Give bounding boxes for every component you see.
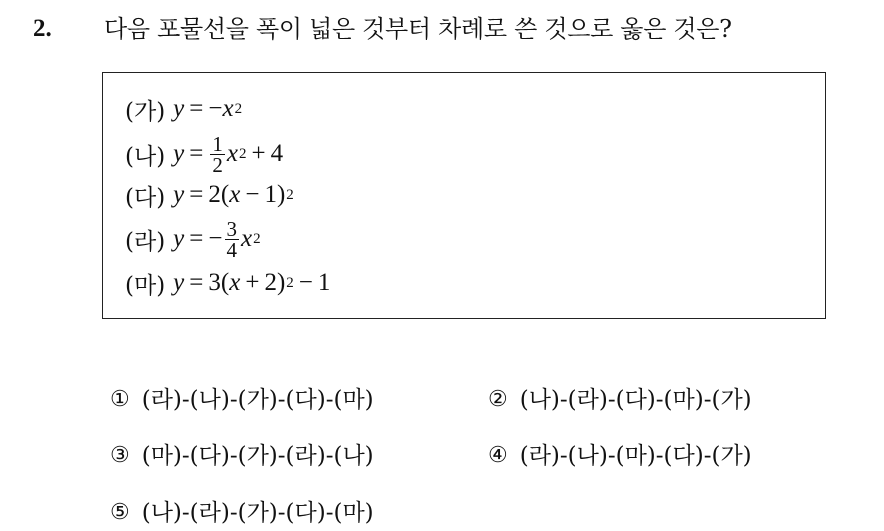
equation-label: (마): [125, 272, 166, 299]
choice-1[interactable]: [110, 384, 374, 416]
exponent: 2: [253, 230, 261, 247]
choice-2[interactable]: [488, 384, 752, 416]
inner-constant: 1: [264, 181, 277, 208]
var-y: y: [173, 140, 185, 167]
fraction: [225, 216, 240, 262]
choice-number-mark: ④: [488, 443, 508, 468]
constant: 4: [270, 140, 284, 167]
open-paren: (: [220, 269, 230, 296]
var-x: x: [222, 95, 234, 122]
var-x: x: [229, 181, 241, 208]
equation-na: [125, 131, 284, 177]
choice-4[interactable]: [488, 440, 752, 472]
constant: 1: [317, 269, 331, 296]
close-paren: ): [276, 181, 286, 208]
fraction: [210, 131, 225, 177]
minus-sign: −: [208, 225, 223, 252]
choice-5[interactable]: [110, 497, 374, 529]
var-y: y: [173, 269, 185, 296]
fraction-numerator: 1: [212, 131, 223, 156]
choice-text: (나)-(라)-(다)-(마)-(가): [519, 387, 752, 413]
exponent: 2: [286, 186, 294, 203]
choice-number-mark: ②: [488, 387, 508, 412]
minus-sign: −: [245, 181, 260, 208]
choice-text: (마)-(다)-(가)-(라)-(나): [141, 443, 374, 469]
equals-sign: =: [189, 140, 204, 167]
equals-sign: =: [189, 269, 204, 296]
minus-sign: −: [208, 95, 223, 122]
fraction-numerator: 3: [226, 216, 237, 241]
close-paren: ): [276, 269, 286, 296]
choice-text: (라)-(나)-(마)-(다)-(가): [519, 443, 752, 469]
var-x: x: [229, 269, 241, 296]
choice-text: (라)-(나)-(가)-(다)-(마): [141, 387, 374, 413]
equation-label: (나): [125, 143, 166, 170]
choice-3[interactable]: [110, 440, 374, 472]
exponent: 2: [239, 145, 247, 162]
equation-da: [125, 175, 294, 215]
question-number: 2.: [33, 15, 52, 42]
choice-text: (나)-(라)-(가)-(다)-(마): [141, 500, 374, 526]
equation-ga: [125, 89, 242, 129]
equation-ma: [125, 263, 330, 303]
exponent: 2: [234, 100, 243, 117]
choice-number-mark: ③: [110, 443, 130, 468]
plus-sign: +: [245, 269, 260, 296]
equation-box: [102, 72, 826, 319]
equation-label: (라): [125, 228, 166, 255]
coefficient: 3: [208, 269, 221, 296]
plus-sign: +: [251, 140, 266, 167]
inner-constant: 2: [264, 269, 277, 296]
choice-number-mark: ①: [110, 387, 130, 412]
equation-label: (다): [125, 184, 166, 211]
var-y: y: [173, 181, 185, 208]
coefficient: 2: [208, 181, 221, 208]
var-x: x: [226, 140, 238, 167]
equation-label: (가): [125, 98, 166, 125]
choice-number-mark: ⑤: [110, 500, 130, 525]
equals-sign: =: [189, 181, 204, 208]
equals-sign: =: [189, 95, 204, 122]
minus-sign: −: [298, 269, 313, 296]
var-x: x: [241, 225, 253, 252]
var-y: y: [173, 225, 185, 252]
equation-ra: [125, 216, 261, 262]
equals-sign: =: [189, 225, 204, 252]
fraction-denominator: 4: [226, 237, 237, 262]
var-y: y: [173, 95, 185, 122]
question-text: 다음 포물선을 폭이 넓은 것부터 차례로 쓴 것으로 옳은 것은?: [104, 15, 732, 43]
fraction-denominator: 2: [212, 152, 223, 177]
open-paren: (: [220, 181, 230, 208]
exponent: 2: [286, 274, 294, 291]
